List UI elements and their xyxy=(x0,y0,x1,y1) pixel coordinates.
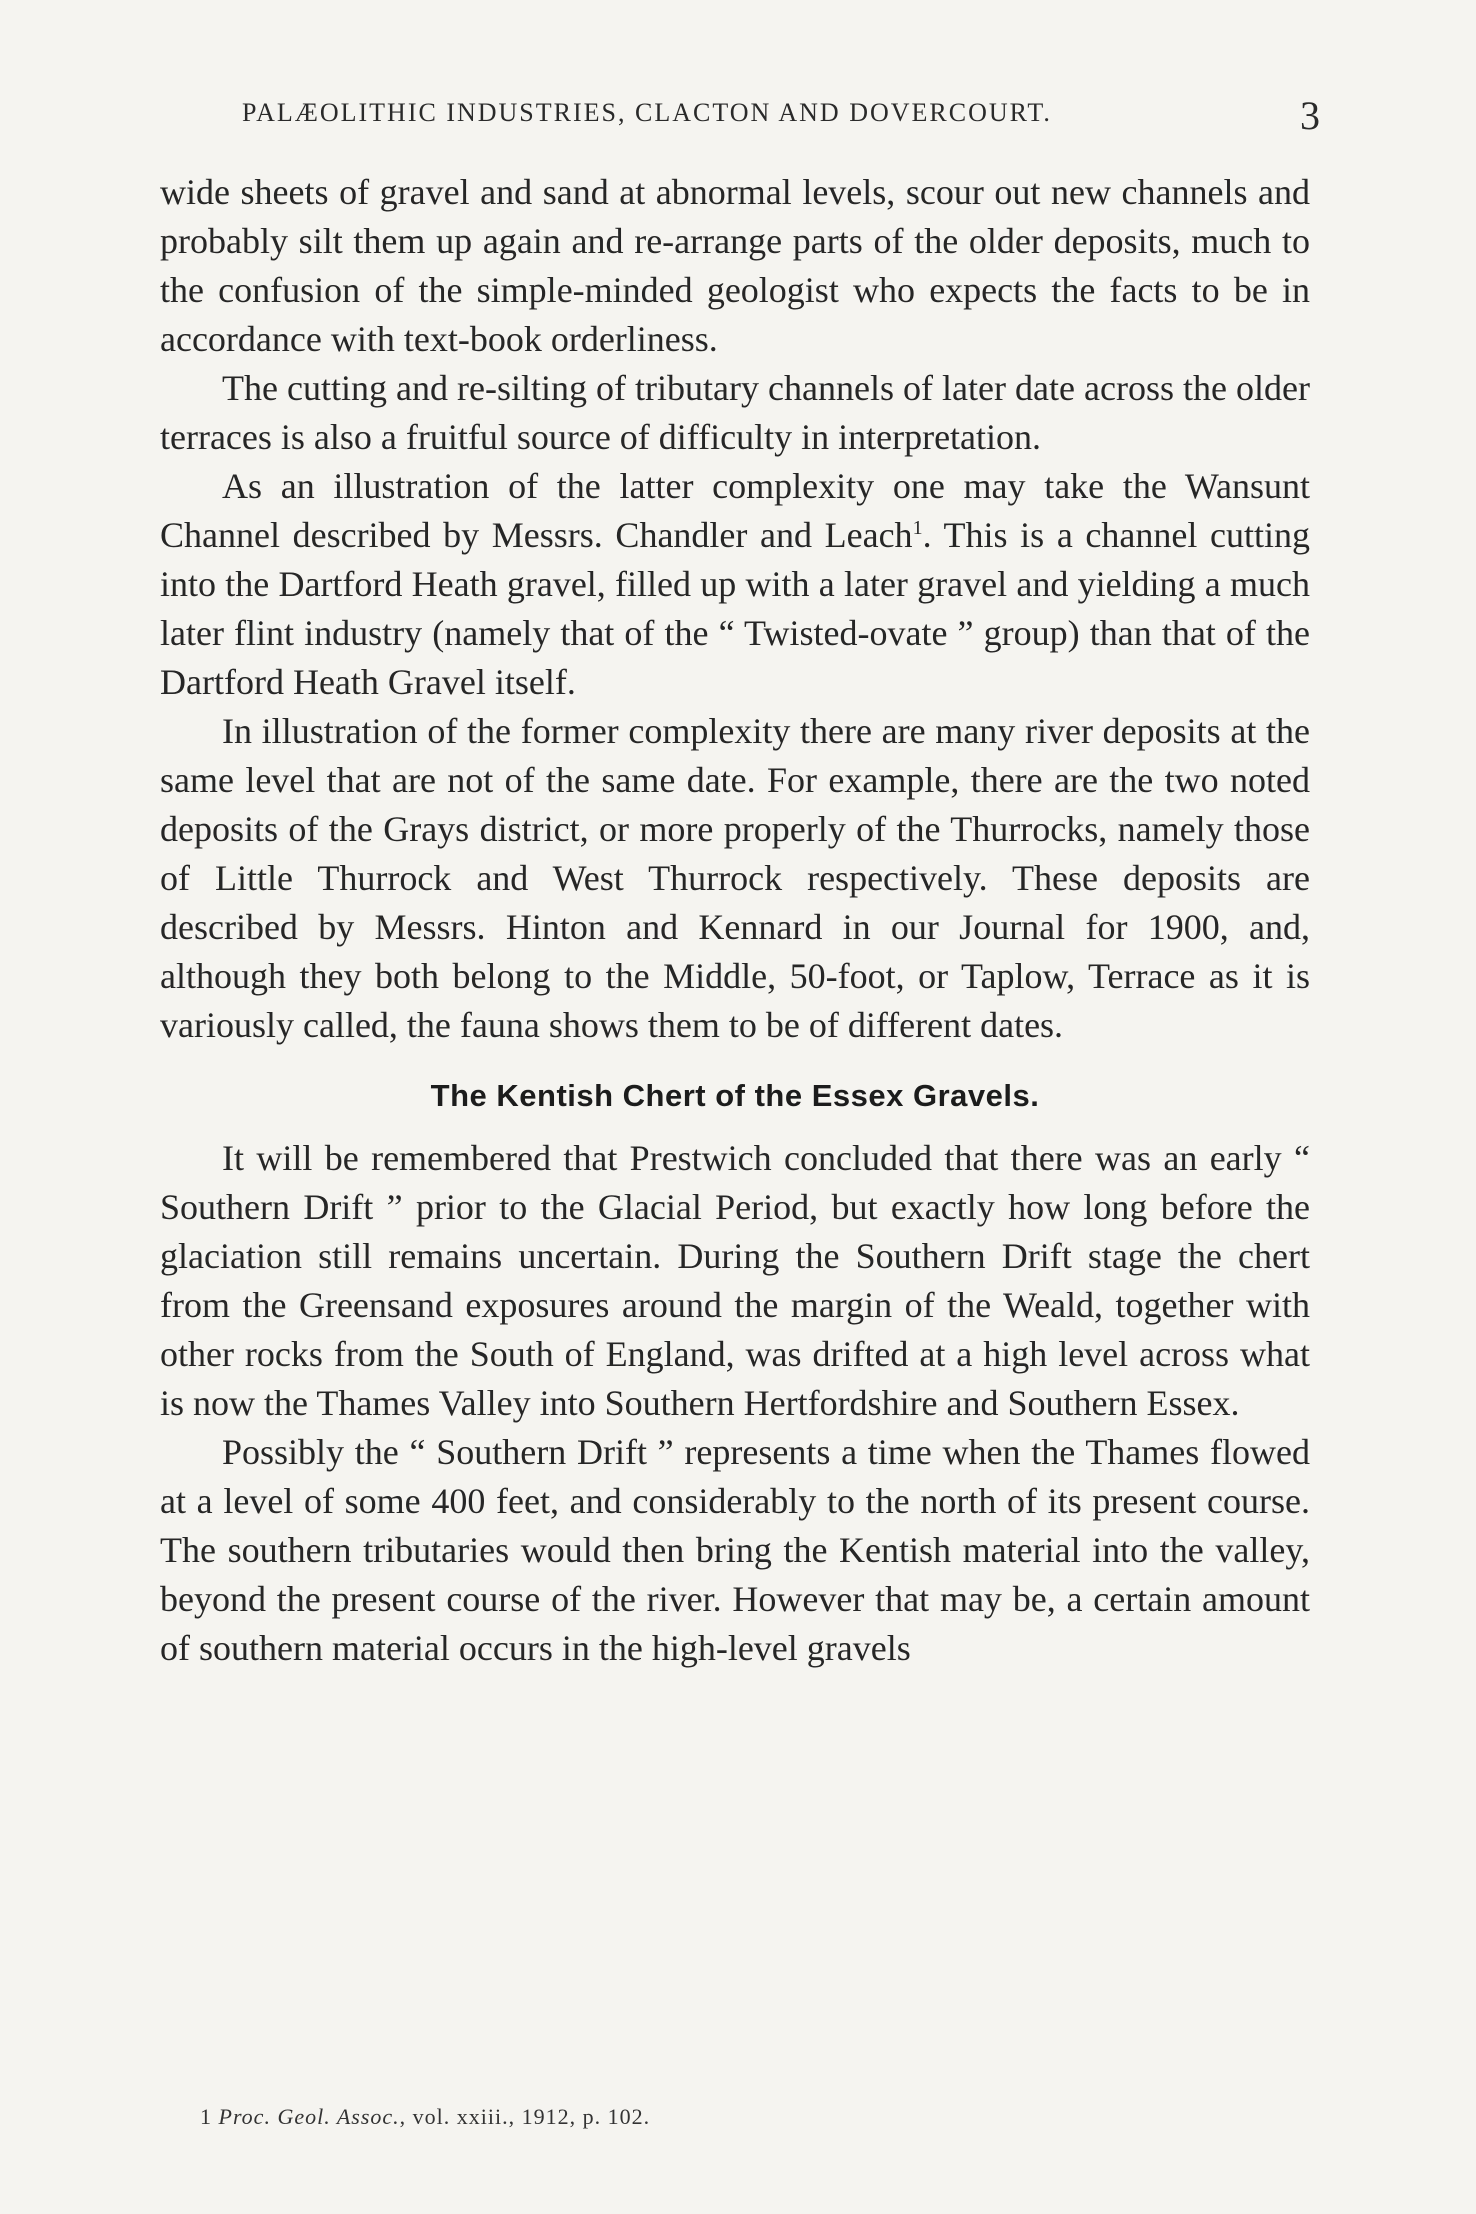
running-head xyxy=(160,92,1320,142)
paragraph-tributary-channels: The cutting and re-silting of tributary channels of later date across the older terraces is also a fruitful source of difficulty in interpretation. xyxy=(160,368,1310,457)
paragraph-thames-level: Possibly the “ Southern Drift ” represents a time when the Thames flowed at a level of some 400 feet, and considerably to the north of its present course. The southern tributaries would then bring the Kentish material into the valley, beyond the present course of the river. However that may be, a certain amount of southern material occurs in the high-level gravels xyxy=(160,1432,1310,1668)
paragraph-dartford-text: This is a channel cutting into the Dartford Heath gravel, filled up with a later gravel and yielding a much later flint industry (namely that of the “ Twisted-ovate ” group) than that of the Dartford Heath Gravel itself. xyxy=(160,515,1310,702)
paragraph-continued: wide sheets of gravel and sand at abnormal levels, scour out new channels and probably silt them up again and re-arrange parts of the older deposits, much to the confusion of the simple-minded geologist who expects the facts to be in accordance with text-book orderliness. xyxy=(160,172,1310,359)
footnote-reference: 1 xyxy=(912,517,923,539)
paragraph-thurrocks: In illustration of the former complexity there are many river deposits at the same level that are not of the same date. For example, there are the two noted deposits of the Grays district, or more properly of the Thurrocks, namely those of Little Thurrock and West Thurrock respectively. These deposits are described by Messrs. Hinton and Kennard in our Journal for 1900, and, although they both belong to the Middle, 50-foot, or Taplow, Terrace as it is variously called, the fauna shows them to be of different dates. xyxy=(160,711,1310,1045)
paragraph-southern-drift: It will be remembered that Prestwich concluded that there was an early “ Southern Drift ” prior to the Glacial Period, but exactly how long before the glaciation still remains uncertain. During the Southern Drift stage the chert from the Greensand exposures around the margin of the Weald, together with other rocks from the South of England, was drifted at a high level across what is now the Thames Valley into Southern Hertfordshire and Southern Essex. xyxy=(160,1138,1310,1423)
paragraph-wansunt-channel: As an illustration of the latter complexity one may take the Wansunt Channel described by Messrs. Chandler and Leach$^1$. This is a channel cutting into the Dartford Heath gravel, filled up with a later gravel and yielding a much later flint industry (namely that of the “ Twisted-ovate ” group) than that of the Dartford Heath Gravel itself. xyxy=(160,466,1310,702)
page-number: 3 xyxy=(1300,93,1320,138)
footnote xyxy=(200,2104,650,2130)
body-text xyxy=(160,168,1310,1673)
footnote-source: Proc. Geol. Assoc. xyxy=(218,2104,400,2129)
running-head-title: PALÆOLITHIC INDUSTRIES, CLACTON AND DOVERCOURT. xyxy=(242,98,1052,127)
footnote-marker: 1 xyxy=(200,2104,212,2129)
footnote-details: , vol. xxiii., 1912, p. 102. xyxy=(399,2104,651,2129)
section-heading: The Kentish Chert of the Essex Gravels. xyxy=(430,1078,1040,1113)
paragraph-wansunt-text: As an illustration of the latter complexity one may take the Wansunt Channel described by Messrs. Chandler and Leach xyxy=(160,466,1310,555)
